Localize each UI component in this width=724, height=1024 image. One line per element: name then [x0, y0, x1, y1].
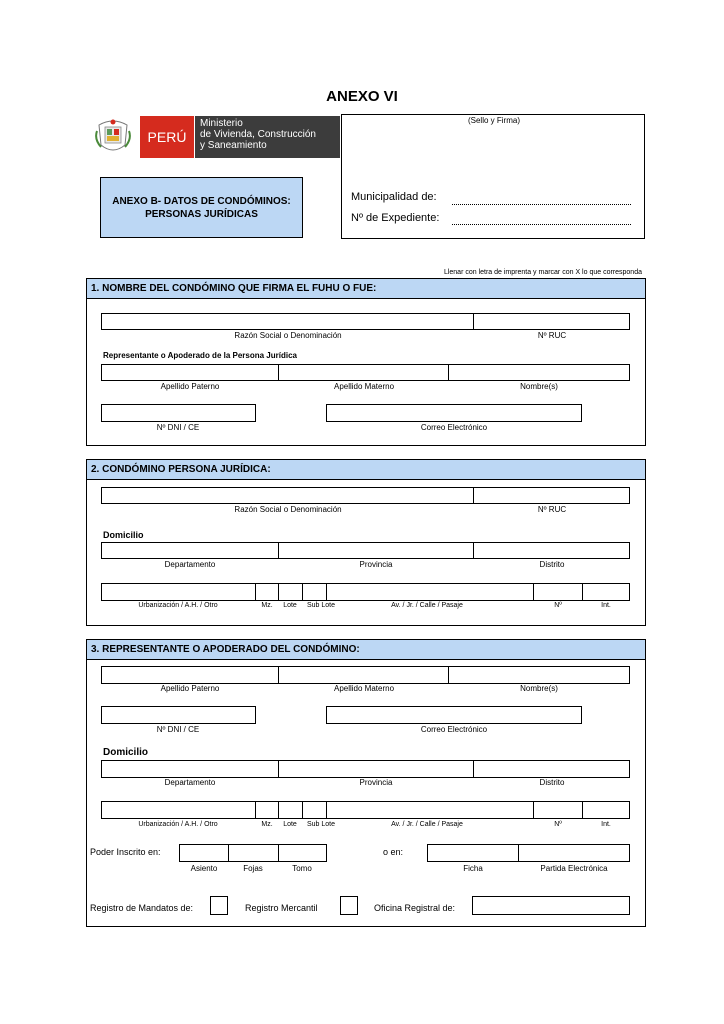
s2-mz-label: Mz. — [261, 602, 273, 609]
s3-interior-input[interactable] — [582, 801, 630, 819]
s1-nombres-label: Nombre(s) — [520, 382, 558, 391]
s3-dni-label: Nº DNI / CE — [156, 725, 200, 734]
s3-asiento-input[interactable] — [179, 844, 229, 862]
s2-distrito-label: Distrito — [539, 560, 565, 569]
s3-asiento-label: Asiento — [190, 864, 218, 873]
s3-tomo-input[interactable] — [278, 844, 327, 862]
ministry-line-1: Ministerio — [200, 118, 243, 129]
s3-o-en-label: o en: — [383, 847, 404, 857]
s3-fojas-input[interactable] — [228, 844, 279, 862]
page-title: ANEXO VI — [326, 88, 398, 105]
s3-nombres-label: Nombre(s) — [520, 684, 558, 693]
s2-urbanizacion-label: Urbanización / A.H. / Otro — [138, 602, 218, 609]
s3-urbanizacion-input[interactable] — [101, 801, 256, 819]
s3-ficha-input[interactable] — [427, 844, 519, 862]
ministry-logo — [95, 116, 340, 158]
s3-mz-label: Mz. — [261, 821, 273, 828]
coat-of-arms-icon — [95, 117, 131, 157]
s3-avenida-label: Av. / Jr. / Calle / Pasaje — [391, 821, 463, 828]
s3-provincia-label: Provincia — [359, 778, 393, 787]
s2-domicilio-label: Domicilio — [103, 530, 144, 540]
s1-dni-label: Nº DNI / CE — [156, 423, 200, 432]
s3-lote-input[interactable] — [278, 801, 303, 819]
s2-departamento-input[interactable] — [101, 542, 279, 559]
s3-numero-label: Nº — [554, 821, 562, 828]
municipalidad-label: Municipalidad de: — [351, 191, 437, 203]
sello-label: (Sello y Firma) — [467, 116, 520, 125]
s3-departamento-label: Departamento — [164, 778, 216, 787]
ministry-line-2: de Vivienda, Construcción — [200, 129, 316, 140]
s3-tomo-label: Tomo — [292, 864, 312, 873]
s2-avenida-input[interactable] — [326, 583, 534, 601]
s3-distrito-label: Distrito — [539, 778, 565, 787]
s1-apellido-materno-label: Apellido Materno — [333, 382, 395, 391]
s3-partida-label: Partida Electrónica — [540, 864, 608, 873]
fill-instruction: Llenar con letra de imprenta y marcar con X lo que corresponda — [443, 269, 642, 276]
s1-correo-input[interactable] — [326, 404, 582, 422]
s2-sublote-input[interactable] — [302, 583, 327, 601]
s1-correo-label: Correo Electrónico — [420, 423, 488, 432]
s3-distrito-input[interactable] — [473, 760, 630, 778]
municipalidad-field[interactable] — [452, 204, 631, 205]
s2-mz-input[interactable] — [255, 583, 279, 601]
annex-line-1: ANEXO B- DATOS DE CONDÓMINOS: — [112, 196, 291, 207]
s1-ruc-input[interactable] — [473, 313, 630, 330]
s2-razon-social-input[interactable] — [101, 487, 474, 504]
s1-apellido-materno-input[interactable] — [278, 364, 449, 381]
s3-oficina-registral-label: Oficina Registral de: — [374, 903, 456, 913]
s3-registro-mercantil-checkbox[interactable] — [340, 896, 358, 915]
s3-lote-label: Lote — [283, 821, 297, 828]
s1-dni-input[interactable] — [101, 404, 256, 422]
s1-ruc-label: Nº RUC — [537, 331, 567, 340]
s3-correo-input[interactable] — [326, 706, 582, 724]
s1-representante-label: Representante o Apoderado de la Persona Jurídica — [103, 351, 297, 360]
s3-apellido-paterno-input[interactable] — [101, 666, 279, 684]
s2-numero-input[interactable] — [533, 583, 583, 601]
section-2-header: 2. CONDÓMINO PERSONA JURÍDICA: — [87, 460, 645, 480]
s3-numero-input[interactable] — [533, 801, 583, 819]
s3-registro-mandatos-checkbox[interactable] — [210, 896, 228, 915]
annex-line-2: PERSONAS JURÍDICAS — [145, 209, 258, 220]
section-1-header: 1. NOMBRE DEL CONDÓMINO QUE FIRMA EL FUHU O FUE: — [87, 279, 645, 299]
s3-fojas-label: Fojas — [243, 864, 263, 873]
s2-interior-input[interactable] — [582, 583, 630, 601]
s2-distrito-input[interactable] — [473, 542, 630, 559]
s3-apellido-materno-label: Apellido Materno — [333, 684, 395, 693]
s1-apellido-paterno-label: Apellido Paterno — [160, 382, 220, 391]
s3-oficina-registral-input[interactable] — [472, 896, 630, 915]
s3-apellido-materno-input[interactable] — [278, 666, 449, 684]
s2-interior-label: Int. — [601, 602, 611, 609]
s1-nombres-input[interactable] — [448, 364, 630, 381]
s3-sublote-input[interactable] — [302, 801, 327, 819]
s3-departamento-input[interactable] — [101, 760, 279, 778]
section-3-header: 3. REPRESENTANTE O APODERADO DEL CONDÓMINO: — [87, 640, 645, 660]
annex-title-box — [100, 177, 303, 238]
s2-provincia-input[interactable] — [278, 542, 474, 559]
s2-urbanizacion-input[interactable] — [101, 583, 256, 601]
ministry-line-3: y Saneamiento — [200, 140, 267, 151]
s1-razon-social-input[interactable] — [101, 313, 474, 330]
s3-poder-inscrito-label: Poder Inscrito en: — [90, 847, 161, 857]
s3-registro-mandatos-label: Registro de Mandatos de: — [90, 903, 194, 913]
stamp-box — [341, 114, 645, 239]
s2-lote-label: Lote — [283, 602, 297, 609]
s2-numero-label: Nº — [554, 602, 562, 609]
s3-mz-input[interactable] — [255, 801, 279, 819]
s3-partida-input[interactable] — [518, 844, 630, 862]
expediente-label: Nº de Expediente: — [351, 212, 440, 224]
expediente-field[interactable] — [452, 224, 631, 225]
s1-razon-social-label: Razón Social o Denominación — [234, 331, 342, 340]
s2-ruc-label: Nº RUC — [537, 505, 567, 514]
s2-sublote-label: Sub Lote — [306, 602, 336, 609]
s3-ficha-label: Ficha — [463, 864, 483, 873]
s3-interior-label: Int. — [601, 821, 611, 828]
s2-provincia-label: Provincia — [359, 560, 393, 569]
s2-departamento-label: Departamento — [164, 560, 216, 569]
s3-nombres-input[interactable] — [448, 666, 630, 684]
s3-urbanizacion-label: Urbanización / A.H. / Otro — [138, 821, 218, 828]
s3-provincia-input[interactable] — [278, 760, 474, 778]
s2-lote-input[interactable] — [278, 583, 303, 601]
s3-sublote-label: Sub Lote — [306, 821, 336, 828]
s2-ruc-input[interactable] — [473, 487, 630, 504]
s3-avenida-input[interactable] — [326, 801, 534, 819]
ministry-name-block — [194, 116, 340, 158]
s3-apellido-paterno-label: Apellido Paterno — [160, 684, 220, 693]
s3-correo-label: Correo Electrónico — [420, 725, 488, 734]
peru-logo-block: PERÚ — [140, 116, 194, 158]
s2-razon-social-label: Razón Social o Denominación — [234, 505, 342, 514]
s1-apellido-paterno-input[interactable] — [101, 364, 279, 381]
s3-registro-mercantil-label: Registro Mercantil — [245, 903, 318, 913]
s3-dni-input[interactable] — [101, 706, 256, 724]
s3-domicilio-label: Domicilio — [103, 747, 149, 758]
s2-avenida-label: Av. / Jr. / Calle / Pasaje — [391, 602, 463, 609]
